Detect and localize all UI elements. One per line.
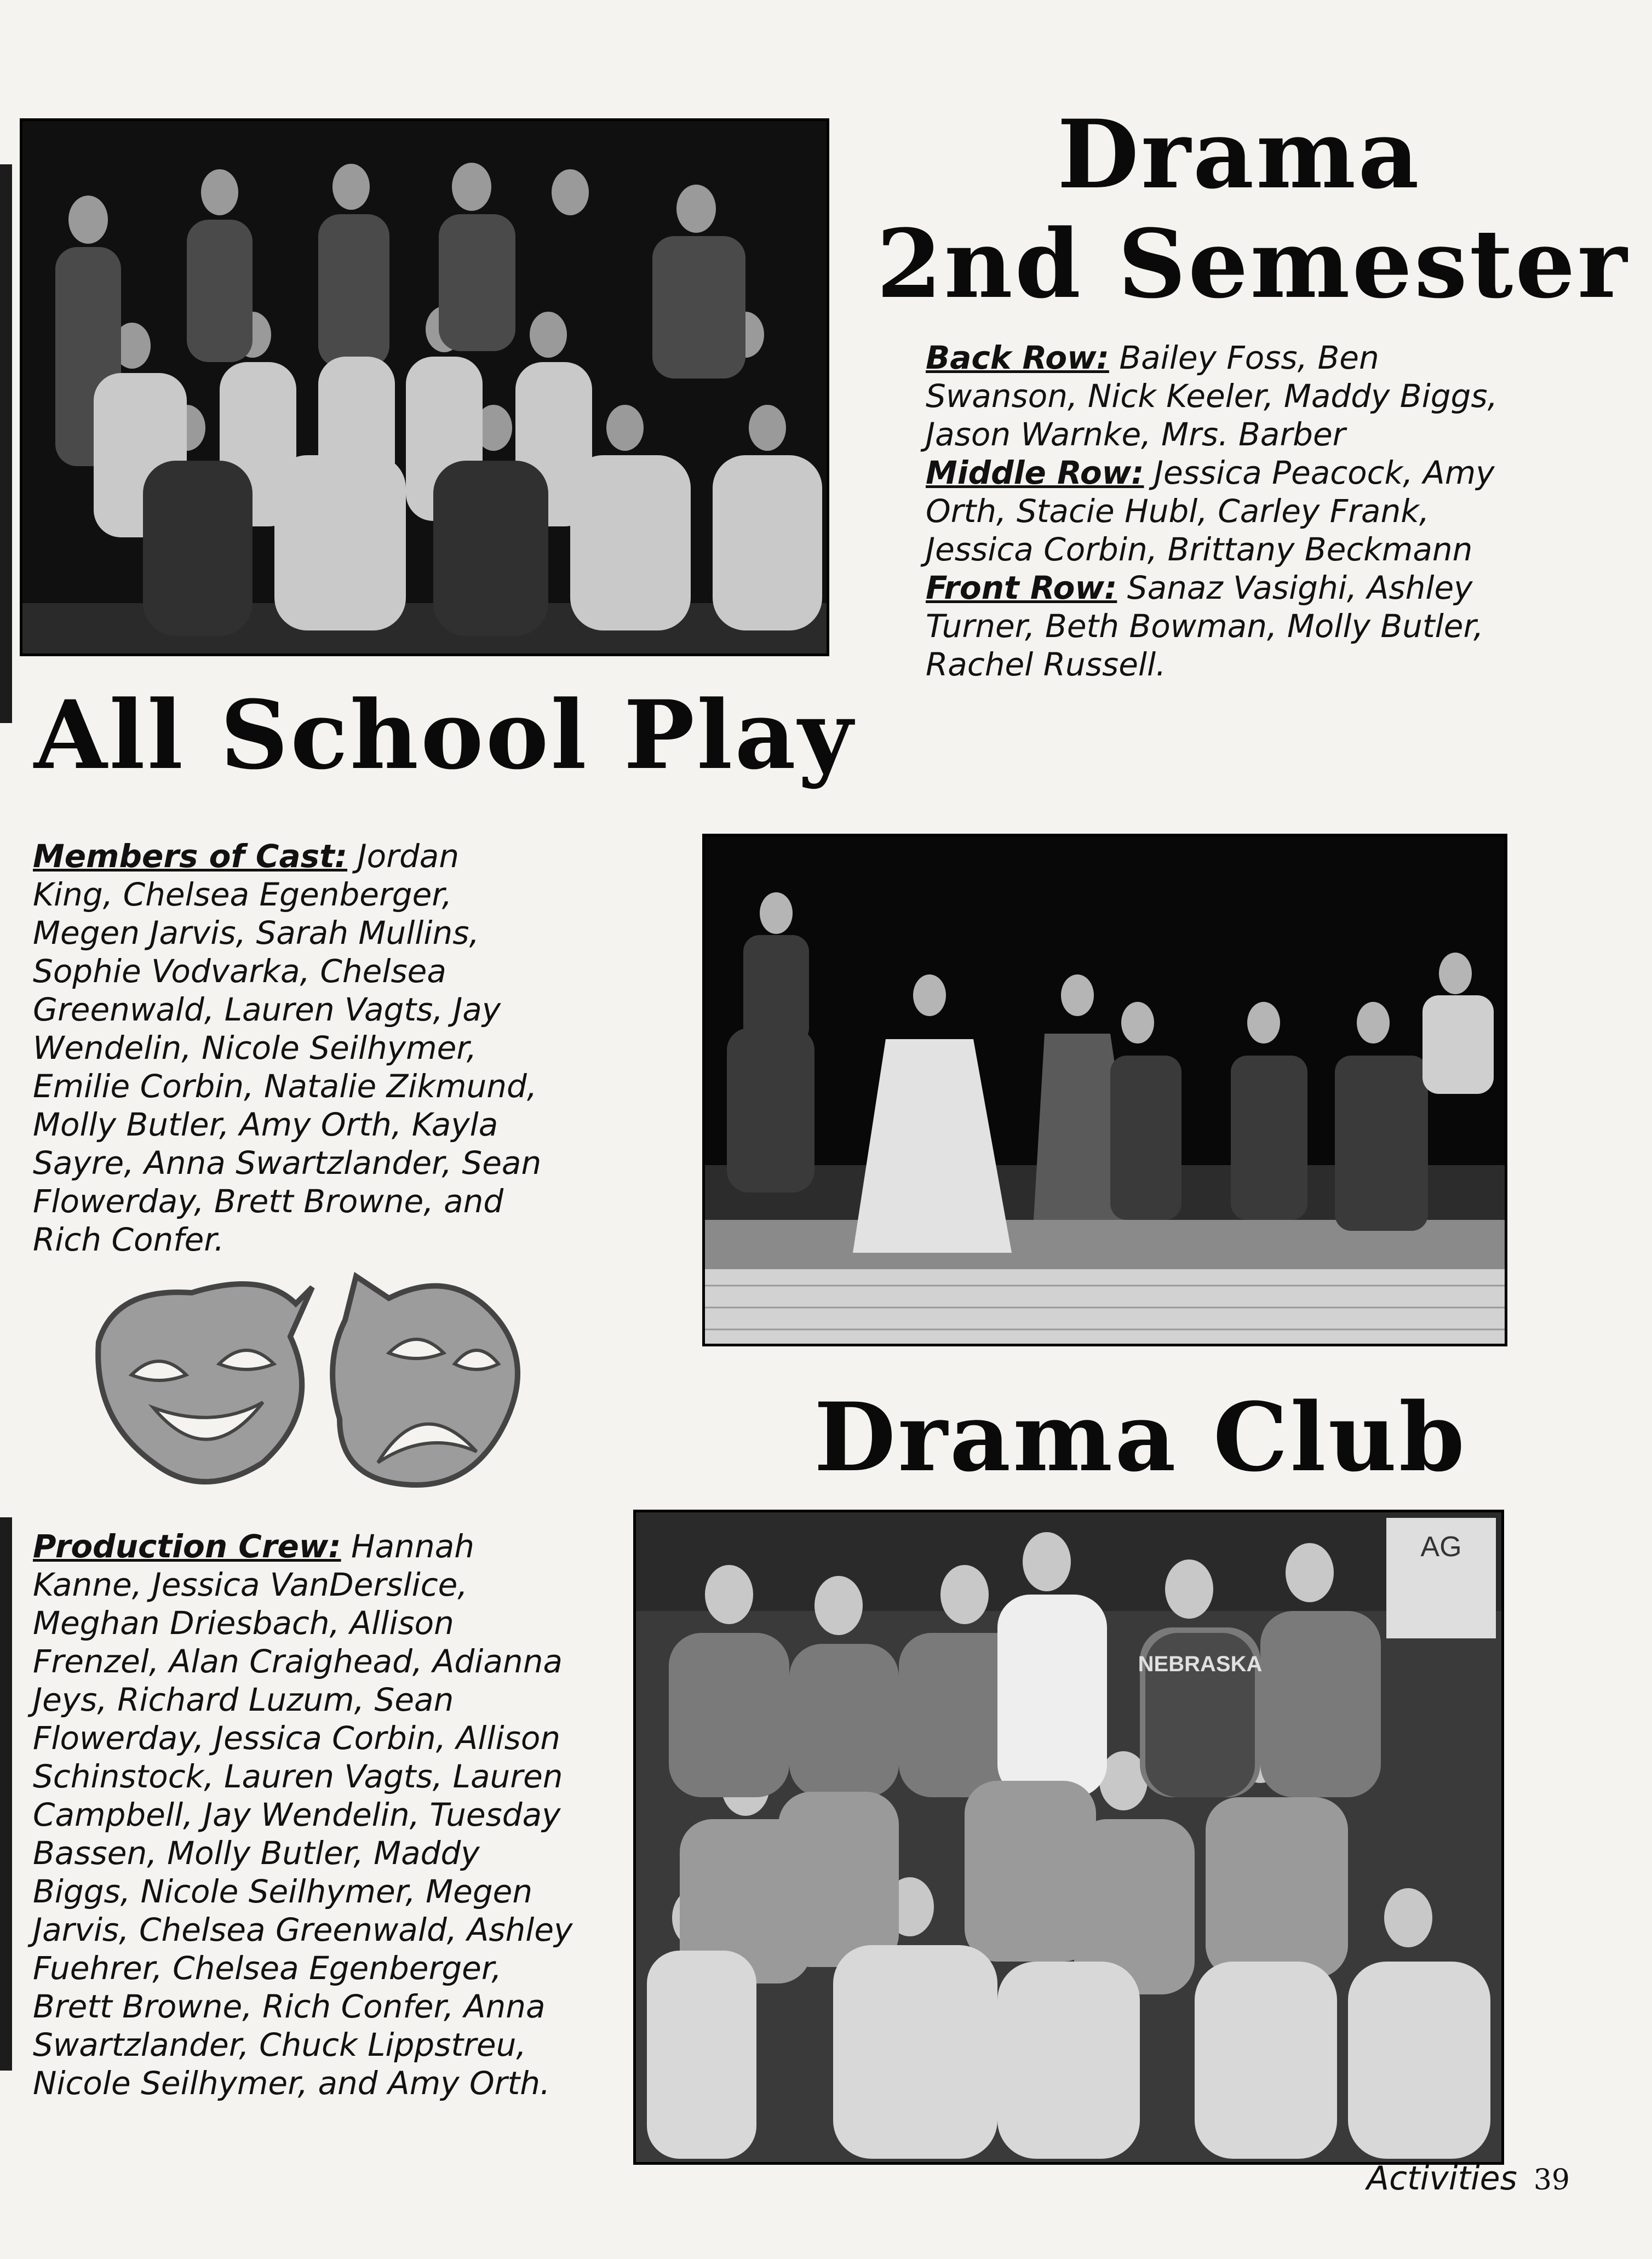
drama-club-title: Drama Club [814,1381,1467,1493]
front-row-names: Sanaz Vasighi, Ashley Turner, Beth Bowman, Molly Butler, Rachel Russell. [926,569,1484,683]
middle-row-names: Jessica Peacock, Amy Orth, Stacie Hubl, Carley Frank, Jessica Corbin, Brittany Beckmann [926,454,1495,568]
front-row-label: Front Row: [926,569,1117,606]
crew-caption [33,1527,581,2102]
cast-names: Jordan King, Chelsea Egenberger, Megen Jarvis, Sarah Mullins, Sophie Vodvarka, Chelsea Greenwald, Lauren Vagts, Jay Wendelin, Nicole Seilhymer, Emilie Corbin, Natalie Zikmund, Molly Butler, Amy Orth, Kayla Sayre, Anna Swartzlander, Sean Flowerday, Brett Browne, and Rich Confer. [33,838,542,1258]
page-footer [1367,2159,1570,2198]
back-row-names: Bailey Foss, Ben Swanson, Nick Keeler, Maddy Biggs, Jason Warnke, Mrs. Barber [926,339,1498,453]
stage-photo-image [705,836,1505,1344]
back-row-label: Back Row: [926,339,1109,376]
group-photo-image [22,121,827,653]
page-number: 39 [1533,2164,1570,2197]
drama-masks-illustration [82,1254,531,1506]
page-edge-strip [0,1517,12,2071]
club-photo-image [636,1512,1501,2162]
drama-2nd-semester-photo [20,118,829,656]
drama-2nd-semester-caption [926,339,1501,684]
drama-club-photo [633,1510,1504,2165]
drama-2nd-semester-title-line2: 2nd Semester [876,208,1630,319]
all-school-play-title: All School Play [34,679,855,790]
cast-caption [33,837,548,1259]
drama-2nd-semester-title-line1: Drama [1057,99,1421,210]
crew-label: Production Crew: [33,1528,341,1565]
board-text: AG [1420,1531,1462,1563]
middle-row-label: Middle Row: [926,454,1144,491]
all-school-play-photo [702,834,1507,1346]
crew-names: Hannah Kanne, Jessica VanDerslice, Meghan Driesbach, Allison Frenzel, Alan Craighead, Adianna Jeys, Richard Luzum, Sean Flowerday, Jessica Corbin, Allison Schinstock, Lauren Vagts, Lauren Campbell, Jay Wendelin, Tuesday Bassen, Molly Butler, Maddy Biggs, Nicole Seilhymer, Megen Jarvis, Chelsea Greenwald, Ashley Fuehrer, Chelsea Egenberger, Brett Browne, Rich Confer, Anna Swartzlander, Chuck Lippstreu, Nicole Seilhymer, and Amy Orth. [33,1528,573,2102]
section-name: Activities [1367,2159,1517,2198]
shirt-text: NEBRASKA [1138,1652,1263,1676]
page-edge-strip [0,164,12,723]
comedy-tragedy-masks-icon [82,1254,531,1506]
cast-label: Members of Cast: [33,838,348,875]
